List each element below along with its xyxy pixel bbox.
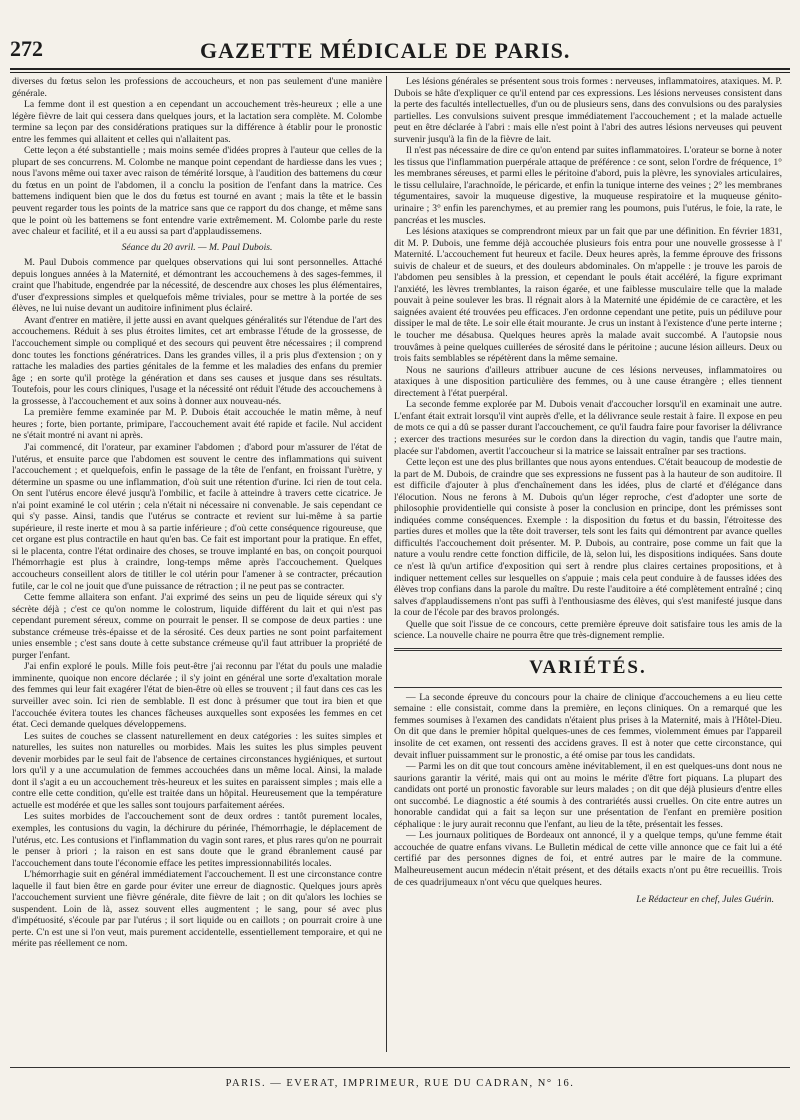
- column-divider: [386, 76, 387, 1052]
- paragraph: Avant d'entrer en matière, il jette aussi en avant quelques généralités sur l'étendue de l'art des accouchemens. Réduit à ses plus étroites limites, cet art embrasse l'étude de la grossesse, de l'accouchement simple ou compliqué et des secours qui peuvent être nécessaires ; il comprend donc toutes les fonctions génératrices. Dans les grandes villes, il a pris plus d'extension ; on y rattache les maladies des parties génitales de la femme et les maladies des enfans du premier âge ; en sorte qu'il protège la génération et dans ses causes et jusque dans ses résultats. Toutefois, pour les cours cliniques, l'usage et la nécessité ont réduit l'étude des accouchemens à la grossesse, à l'accouchement et aux soins à donner aux nouveau-nés.: [12, 314, 382, 407]
- paragraph: La seconde femme explorée par M. Dubois venait d'accoucher lorsqu'il en examinait une autre. L'enfant était extrait lorsqu'il vint auprès d'elle, et la délivrance seule restait à faire. Il expose en peu de mots ce qui a dû se passer durant l'accouchement, ce qu'il faudra faire pour favoriser la délivrance ; exercer des tractions mesurées sur le cordon dans la direction du vagin, tandis que l'autre main, placée sur l'abdomen, avertit l'accoucheur si la matrice se laissait entraîner par ses tractions.: [394, 399, 782, 457]
- left-column: [12, 76, 382, 1066]
- paragraph: Cette leçon est une des plus brillantes que nous ayons entendues. C'était beaucoup de modestie de la part de M. Dubois, de craindre que ses expressions ne fussent pas à la hauteur de son auditoire. Il est difficile d'ajouter à plus d'enchaînement dans les idées, plus de clarté et d'élégance dans l'élocution. Nous ne ferons à M. Dubois qu'un léger reproche, c'est d'adopter une sorte de philosophie providentielle qui consiste à poser la conclusion en principe, dont les prémisses sont indiquées comme conséquences. Exemple : la disposition du fœtus et du bassin, l'étroitesse des parties dures et molles que la tête doit traverser, tels sont les faits qui démontrent par avance quelles difficultés l'accouchement doit présenter. M. P. Dubois, au contraire, pose comme un fait que la nature a voulu rendre cette fonction difficile, de là, selon lui, les dispositions indiquées. Sans doute ce n'est là qu'un artifice d'exposition qui sert à rendre plus claires certaines propositions, et à indiquer nettement celles sur lesquelles on s'appuie ; mais cela peut conduire à de fausses idées des élèves trop confians dans la parole du maître. Du reste l'auditoire a été complètement entraîné ; cinq salves d'applaudissemens n'ont pas suffi à l'enthousiasme des élèves, qui s'est manifesté jusque dans la cour de l'école par des bravos prolongés.: [394, 457, 782, 619]
- paragraph: Cette leçon a été substantielle ; mais moins semée d'idées propres à l'auteur que celles de la plupart de ses concurrens. M. Colombe ne manque point cependant de hardiesse dans les vues ; nous l'avons même oui taxer avec raison de témérité lorsque, à l'audition des battemens du cœur du fœtus en un point de l'abdomen, il a conclu la position de l'enfant dans la matrice. Ces battemens indiquent bien que le dos du fœtus est tourné en avant ; mais la tête et le bassin peuvent regarder tous les points de la matrice sans que ce rapport du dos change, et même sans que le point où les battemens se font entendre varie extrêmement. M. Colombe parle du reste avec chaleur et facilité, et il a eu aussi sa part d'applaudissemens.: [12, 145, 382, 238]
- news-item: — Les journaux politiques de Bordeaux ont annoncé, il y a quelque temps, qu'une femme était accouchée de quatre enfans vivans. Le Bulletin médical de cette ville annonce que ce fait lui a été certifié par des personnes dignes de foi, et entré autres par le maire de la commune. Malheureusement aucun médecin n'était présent, et des détails exacts n'ont pu être recueillis. Trois de ces quadrijumeaux n'ont vécu que quelques heures.: [394, 830, 782, 888]
- paragraph: La femme dont il est question a en cependant un accouchement très-heureux ; elle a une légère fièvre de lait qui cessera dans quelques jours, et la lactation sera complète. M. Colombe termine sa leçon par des considérations pratiques sur la différence à établir pour le pronostic entre les femmes qui allaitent et celles qui n'allaitent pas.: [12, 99, 382, 145]
- header-rule-thin: [10, 72, 790, 73]
- page-number: 272: [10, 36, 43, 61]
- paragraph: Les lésions générales se présentent sous trois formes : nerveuses, inflammatoires, ataxiques. M. P. Dubois se hâte d'expliquer ce qu'il entend par ces expressions. Les lésions nerveuses consistent dans la perte des facultés intellectuelles, d'un ou de plusieurs sens, dans des convulsions ou des paralysies partielles. Les convulsions suivent presque immédiatement l'accouchement ; et la malade actuelle peut en être déclarée à l'abri : mais elle n'est point à l'abri des autres lésions nerveuses qui peuvent survenir jusqu'à la fin de la fièvre de lait.: [394, 76, 782, 145]
- section-divider: [394, 687, 782, 688]
- paragraph: diverses du fœtus selon les professions de accoucheurs, et non pas seulement d'une manière générale.: [12, 76, 382, 99]
- paragraph: Les suites de couches se classent naturellement en deux catégories : les suites simples et naturelles, les suites non naturelles ou morbides. Mais les suites les plus simples peuvent devenir morbides par le seul fait de l'absence de certaines circonstances hygiéniques, et surtout lors qu'il y a une accumulation de femmes accouchées dans un même local. Ainsi, la malade dont il s'agit a eu un accouchement très-heureux et les suites en paraissent simples ; mais elle a contre elle cette condition, qu'elle est traitée dans un hôpital. Heureusement que la température actuelle est modérée et que les salles sont toujours parfaitement aérées.: [12, 730, 382, 811]
- paragraph: J'ai enfin exploré le pouls. Mille fois peut-être j'ai reconnu par l'état du pouls une maladie imminente, quoique non encore déclarée ; il s'y joint en général une sorte d'exaltation morale des femmes qui leur fait exagérer l'état de bien-être où elles se trouvent ; il faut dans ces cas les surveiller avec soin. Ici rien de semblable. Il est donc à présumer que tout ira bien et que l'accouchée évitera toutes les chances fâcheuses auxquelles sont exposées les femmes en cet état. Ceci demande quelques développemens.: [12, 661, 382, 731]
- section-title-varietes: VARIÉTÉS.: [529, 656, 647, 678]
- paragraph: Cette femme allaitera son enfant. J'ai exprimé des seins un peu de liquide séreux qui s'y sécrète déjà ; c'est ce qu'on nomme le colostrum, liquide différent du lait et qui n'est pas cependant purement séreux, comme on pourrait le penser. Il se compose de deux parties : une substance crémeuse très-épaisse et de la sérosité. Ces deux parties ne sont point parfaitement unies ensemble ; c'est sans doute à cette substance crémeuse qu'il faut attribuer la propriété de purger l'enfant.: [12, 592, 382, 661]
- paragraph: L'hémorrhagie suit en général immédiatement l'accouchement. Il est une circonstance contre laquelle il faut bien être en garde pour éviter une erreur de diagnostic. Quelques jours après l'accouchement survient une fièvre générale, dite fièvre de lait ; on dit qu'alors les lochies se suspendent. Loin de là, assez souvent elles augmentent ; le sang, pour sé avec plus d'impétuosité, s'écoule par par l'utérus ; il sort liquide ou en caillots ; on pourrait croire à une perte. C'n est une si l'on veut, mais purement accidentelle, essentiellement temporaire, et qui ne mérite pas réellement ce nom.: [12, 869, 382, 950]
- journal-title: GAZETTE MÉDICALE DE PARIS.: [200, 38, 571, 63]
- news-item: — Parmi les on dit que tout concours amène inévitablement, il en est quelques-uns dont nous ne saurions garantir la vérité, mais qui ont au moins le mérite d'être fort piquans. La plupart des candidats ont porté un pronostic favorable sur leurs malades ; on dit que déjà plusieurs d'entre elles ont succombé. Le diagnostic a été soumis à des contrariétés aussi cruelles. On cite entre autres un honorable candidat qui a fait sa leçon sur une présentation de l'enfant en première position céphalique : le jury aurait reconnu que l'enfant, au lieu de la tête, présentait les fesses.: [394, 761, 782, 830]
- news-item: — La seconde épreuve du concours pour la chaire de clinique d'accouchemens a eu lieu cette semaine : elle consistait, comme dans la première, en leçons cliniques. On a remarqué que les femmes soumises à l'examen des candidats n'étaient plus prises à la Maternité, mais à l'Hôtel-Dieu. On dit que dans le premier hôpital quelques-unes de ces femmes, violemment émues par l'appareil insolite de cet examen, ont ressenti des accidens graves. Il est à noter que cette circonstance, qui devait influer puissamment sur le pronostic, a été omise par tous les candidats.: [394, 691, 782, 761]
- footer-rule: [10, 1067, 790, 1068]
- editor-signature: Le Rédacteur en chef, Jules Guérin.: [636, 894, 774, 906]
- paragraph: Nous ne saurions d'ailleurs attribuer aucune de ces lésions nerveuses, inflammatoires ou ataxiques à une disposition particulière des femmes, ou à une cause étrangère ; elles tiennent directement à l'état puerpéral.: [394, 364, 782, 399]
- paragraph: Les lésions ataxiques se comprendront mieux par un fait que par une définition. En février 1831, dit M. P. Dubois, une femme déjà accouchée plusieurs fois entra pour une nouvelle grossesse à l' Maternité. L'accouchement fut heureux et facile. Deux heures après, la femme éprouve des frissons suivis de chaleur et de sueurs, et des douleurs abdominales. On m'appelle : je trouve les parois de l'abdomen peu sensibles à la pression, et cependant le pouls était accéléré, la figure exprimant l'anxiété, les lèvres tremblantes, la raison égarée, et une faiblesse musculaire telle que la malade pouvait à peine soulever les bras. Il régnait alors à la Maternité une épidémie de ce caractère, et les saignées avaient été trouvées peu efficaces. J'en ordonne cependant une petite, puis un pédiluve pour dissiper le mal de tête. Le soir elle était mourante. Je crus un instant à l'existence d'une perte interne ; le toucher me désabusa. Quelques heures après la malade avait succombé. A l'autopsie nous trouvâmes à peine quelques cuillerées de sérosité dans le péritoine ; aucune lésion ailleurs. Deux ou trois faits semblables se répétèrent dans la même semaine.: [394, 226, 782, 365]
- page-header: [10, 36, 790, 66]
- paragraph: Quelle que soit l'issue de ce concours, cette première épreuve doit satisfaire tous les amis de la science. La nouvelle chaire ne pourra être que très-dignement remplie.: [394, 618, 782, 642]
- header-rule: [10, 68, 790, 70]
- paragraph: J'ai commencé, dit l'orateur, par examiner l'abdomen ; d'abord pour m'assurer de l'état de l'utérus, et ensuite parce que l'abdomen est souvent le centre des inflammations qui suivent l'accouchement ; et quelquefois, enfin le passage de la tête de l'enfant, en froissant l'urètre, y détermine un spasme ou une inflammation, d'où suit une rétention d'urine. Ici rien de tout cela. On sent l'utérus encore élevé jusqu'à l'ombilic, et facile à atteindre à travers cette cicatrice. Je n'ai point examiné le col utérin ; cela n'était ni nécessaire ni convenable. Je sais cependant ce qui s'y passe. Ainsi, tandis que l'utérus se contracte et revient sur lui-même à sa partie supérieure, il reste inerte et mou à sa partie inférieure ; d'où cette conséquence rigoureuse, que cet organe est plus contractile en haut qu'en bas. Ce fait est important pour la pratique. En effet, si le placenta, contre l'état ordinaire des choses, se trouve implanté en bas, on conçoit pourquoi l'hémorrhagie est plus à craindre, long-temps même après l'accouchement. Quelques accoucheurs conseillent alors de titiller le col utérin pour l'amener à se contracter, précaution futile, car le col ne jouit que d'une puissance de rétraction ; il ne peut pas se contracter.: [12, 441, 382, 592]
- right-column: [394, 76, 782, 1066]
- paragraph: Il n'est pas nécessaire de dire ce qu'on entend par suites inflammatoires. L'orateur se borne à noter les tissus que l'inflammation puerpérale attaque de préférence : ce sont, selon l'ordre de fréquence, 1° les membranes séreuses, et parmi elles le péritoine d'abord, puis la plèvre, les synoviales articulaires, le tissu cellulaire, l'arachnoïde, le péricarde, et enfin la tunique interne des veines ; 2° les membranes tégumentaires, savoir la muqueuse digestive, la muqueuse respiratoire et la muqueuse génito-urinaire ; 3° enfin les parenchymes, et au premier rang les poumons, puis l'utérus, le foie, la rate, le pancréas et les muscles.: [394, 145, 782, 226]
- session-heading: Séance du 20 avril. — M. Paul Dubois.: [121, 241, 273, 253]
- paragraph: Les suites morbides de l'accouchement sont de deux ordres : tantôt purement locales, exemples, les contusions du vagin, la déchirure du périnée, l'hémorrhagie, le déplacement de l'utérus, etc. Les contusions et l'inflammation du vagin sont rares, et plus rares qu'on ne pourrait le penser à priori ; la raison en est sans doute que le grand ébranlement causé par l'accouchement dans toute l'économie efface les petites impressionnabilités locales.: [12, 811, 382, 869]
- paragraph: M. Paul Dubois commence par quelques observations qui lui sont personnelles. Attaché depuis longues années à la Maternité, et démontrant les accouchemens à des sages-femmes, il craint que l'habitude, engendrée par la nécessité, de descendre aux choses les plus élémentaires, d'user d'expressions simples et quelquefois même triviales, pour se mettre à la portée de ses élèves, ne lui nuise devant un auditoire infiniment plus éclairé.: [12, 257, 382, 315]
- paragraph: La première femme examinée par M. P. Dubois était accouchée le matin même, à neuf heures ; forte, bien portante, primipare, l'accouchement avait été rapide et facile. Nul accident ne s'était montré ni avant ni après.: [12, 407, 382, 442]
- printer-imprint: PARIS. — EVERAT, IMPRIMEUR, RUE DU CADRAN, N° 16.: [225, 1078, 575, 1089]
- section-divider: [394, 648, 782, 651]
